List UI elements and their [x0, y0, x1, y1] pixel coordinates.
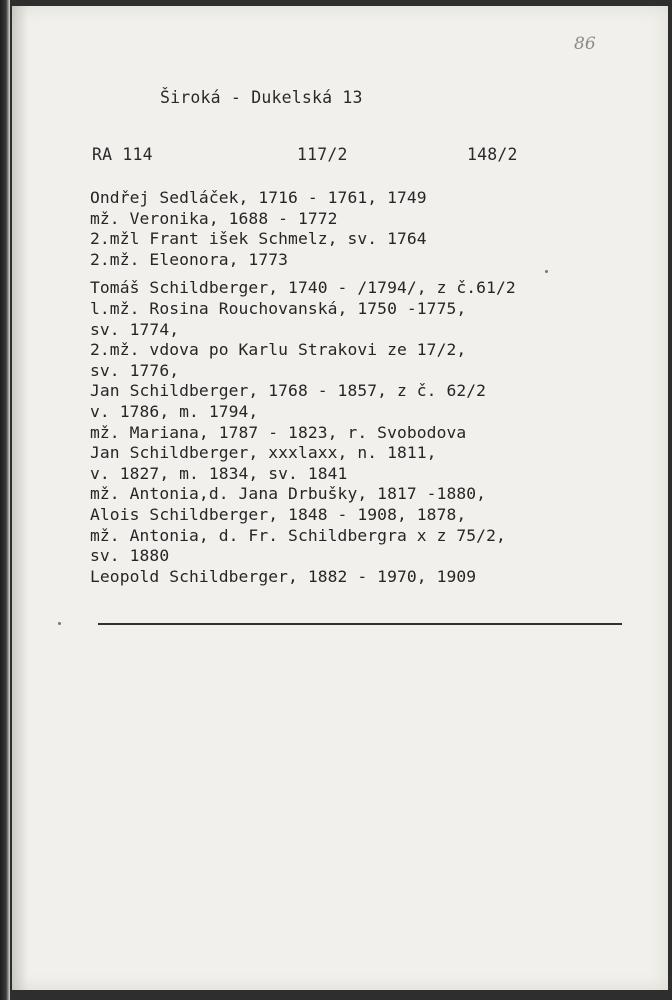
entry-line: Jan Schildberger, xxxlaxx, n. 1811,	[90, 443, 437, 463]
dust-speck	[545, 270, 548, 273]
entry-line: sv. 1880	[90, 546, 170, 566]
entry-line: v. 1827, m. 1834, sv. 1841	[90, 463, 348, 483]
entry-line: 2.mž. Eleonora, 1773	[90, 249, 289, 269]
entry-line: l.mž. Rosina Rouchovanská, 1750 -1775,	[90, 298, 467, 318]
entry-line: mž. Antonia,d. Jana Drbušky, 1817 -1880,	[90, 484, 487, 504]
entry-line: sv. 1774,	[90, 319, 180, 339]
card-shadow	[12, 6, 28, 990]
handwritten-page-number: 86	[574, 34, 596, 54]
entry-line: mž. Antonia, d. Fr. Schildbergra x z 75/2,	[90, 525, 506, 545]
new-house-number: 148/2	[467, 145, 518, 164]
entry-line: mž. Veronika, 1688 - 1772	[90, 208, 338, 228]
entry-line: 2.mžl Frant išek Schmelz, sv. 1764	[90, 229, 427, 249]
entry-line: Leopold Schildberger, 1882 - 1970, 1909	[90, 566, 477, 586]
entry-line: mž. Mariana, 1787 - 1823, r. Svobodova	[90, 422, 467, 442]
entry-line: sv. 1776,	[90, 360, 180, 380]
entry-line: 2.mž. vdova po Karlu Strakovi ze 17/2,	[90, 340, 467, 360]
ra-reference: RA 114	[92, 145, 153, 164]
entry-line: v. 1786, m. 1794,	[90, 401, 259, 421]
closing-rule	[98, 623, 622, 625]
owner-entries-list	[90, 188, 516, 587]
entry-line: Tomáš Schildberger, 1740 - /1794/, z č.61/2	[90, 278, 516, 298]
entry-line: Ondřej Sedláček, 1716 - 1761, 1749	[90, 188, 427, 207]
entry-line: Jan Schildberger, 1768 - 1857, z č. 62/2	[90, 381, 487, 401]
entry-line: Alois Schildberger, 1848 - 1908, 1878,	[90, 504, 467, 524]
dust-speck	[58, 622, 61, 625]
old-house-number: 117/2	[297, 145, 348, 164]
address-heading: Široká - Dukelská 13	[160, 88, 363, 107]
binding-edge	[0, 0, 10, 1000]
